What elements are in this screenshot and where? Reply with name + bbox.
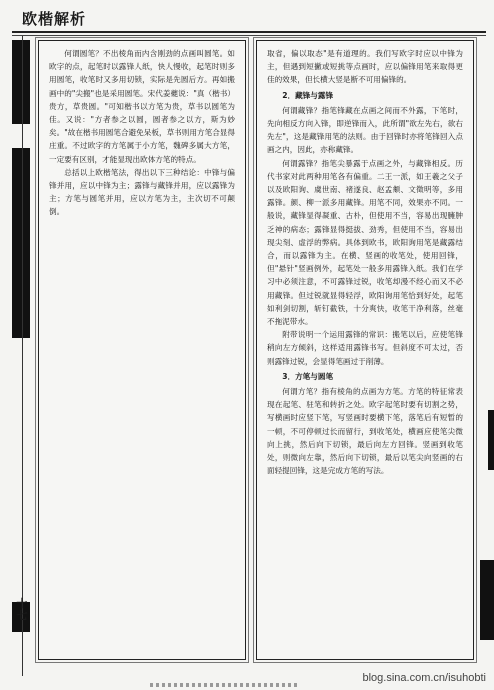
margin-rule bbox=[22, 36, 23, 676]
margin-decoration-strip bbox=[12, 36, 30, 626]
blog-watermark: blog.sina.com.cn/isuhobti bbox=[362, 672, 486, 684]
header-rule bbox=[12, 31, 486, 33]
right-intro-paragraph: 取省，偏以取态"是有道理的。我们写欧字时应以中锋为主，但遇到短撇或短挑等点画时，应以偏锋用笔来取得更佳的效果，但长横大竖是断不可用偏锋的。 bbox=[267, 49, 463, 85]
section-3-paragraph-1: 何谓方笔？指有棱角的点画为方笔。方笔的特征常表现在起笔、驻笔和转折之处。欧字起笔时要有切割之势，写横画时应竖下笔，写竖画时要横下笔，落笔后有短暂的一顿，不可停顿过长而留行，到收笔处，横画应使笔尖微向上挑，然后向下切锁，最后向左方回锋。竖画到收笔处，则微向左靠，然后向下切锁，最后以笔尖向竖画的右面轻提回锋，这是完成方笔的写法。 bbox=[267, 387, 463, 476]
right-column-box bbox=[256, 40, 474, 660]
page-edge-mark bbox=[480, 560, 494, 640]
page-number: 十七 bbox=[16, 597, 28, 622]
strip-block-top bbox=[12, 40, 30, 124]
page-header-title: 欧楷解析 bbox=[22, 10, 87, 28]
scan-artifact bbox=[150, 683, 300, 687]
section-2-paragraph-3: 附带说明一个运用露锋的常识：搬笔以后，应使笔锋稍向左方倾斜，这样适用露锋书写。但斜度不可太过，否则露锋过锐，会显得笔画过于削薄。 bbox=[267, 330, 463, 366]
section-2-paragraph-2: 何谓露锋？指笔尖暴露于点画之外，与藏锋相反。历代书家对此两种用笔各有偏重。二王一派，如王羲之父子以及欧阳询、虞世南、褚遂良、赵孟頫、文徵明等，多用露锋。颜、柳一派多用藏锋。用笔不同，效果亦不同。一般说，藏锋显得凝重、古朴，但使用不当，容易出现臃肿乏神的病态；露锋显得挺拔、劲秀，但使用不当，容易出现尖刻、虚浮的弊病。具体到欧书，欧阳询用笔是藏露结合，而以露锋为主。在横、竖画的收笔处，使用回锋，但"悬针"竖画例外，起笔处一般多用露锋入纸。我们在学习中必须注意，不可露锋过锐，收笔却漫不经心而又不必用藏锋。但过锐就显得轻浮，欧阳询用笔恰到好处，起笔如利剑切割，斩钉截铁，十分爽快，收笔干净利落，丝毫不拖泥带水。 bbox=[267, 158, 463, 327]
strip-block-middle bbox=[12, 148, 30, 338]
page-edge-mark-small bbox=[488, 410, 494, 470]
section-3-heading: 3．方笔与圆笔 bbox=[282, 371, 334, 381]
header-rule-thin bbox=[12, 35, 486, 36]
left-paragraph-2: 总括以上欧楷笔法，得出以下三种结论：中锋与偏锋并用，应以中锋为主；露锋与藏锋并用，应以露锋为主；方笔与圆笔并用，应以方笔为主，主次切不可颠倒。 bbox=[49, 167, 235, 217]
section-2-paragraph-1: 何谓藏锋？指笔锋藏在点画之间而不外露，下笔时，先向相反方向入锋，即逆锋而入，此所谓"欲左先右，欲右先左"，这是藏锋用笔的法则。由于回锋时亦将笔锋回入点画之内，因此，亦称藏锋。 bbox=[267, 105, 463, 155]
section-2-heading: 2．藏锋与露锋 bbox=[282, 90, 334, 100]
left-column-box bbox=[38, 40, 246, 660]
left-paragraph-1: 何谓圆笔？不出棱角而内含刚劲的点画叫圆笔。如欧字的点，起笔时以露锋人纸，快人慢收，起笔时则多用圆笔，收笔时又多用切锁，实际是先圆后方。再如搬画中的"尖搬"也是采用圆笔。宋代姜夔说："真（楷书）贵方，草贵圆。"可知楷书以方笔为贵，草书以圆笔为佳。又说："方者参之以圆，圆者参之以方，斯为妙矣。"故在楷书用圆笔合避免呆板，草书则用方笔合显得庄重。不过欧字的方笔属于小方笔，魏碑多属大方笔，一定要有区别，才能显现出欧体方笔的特点。 bbox=[49, 49, 235, 164]
